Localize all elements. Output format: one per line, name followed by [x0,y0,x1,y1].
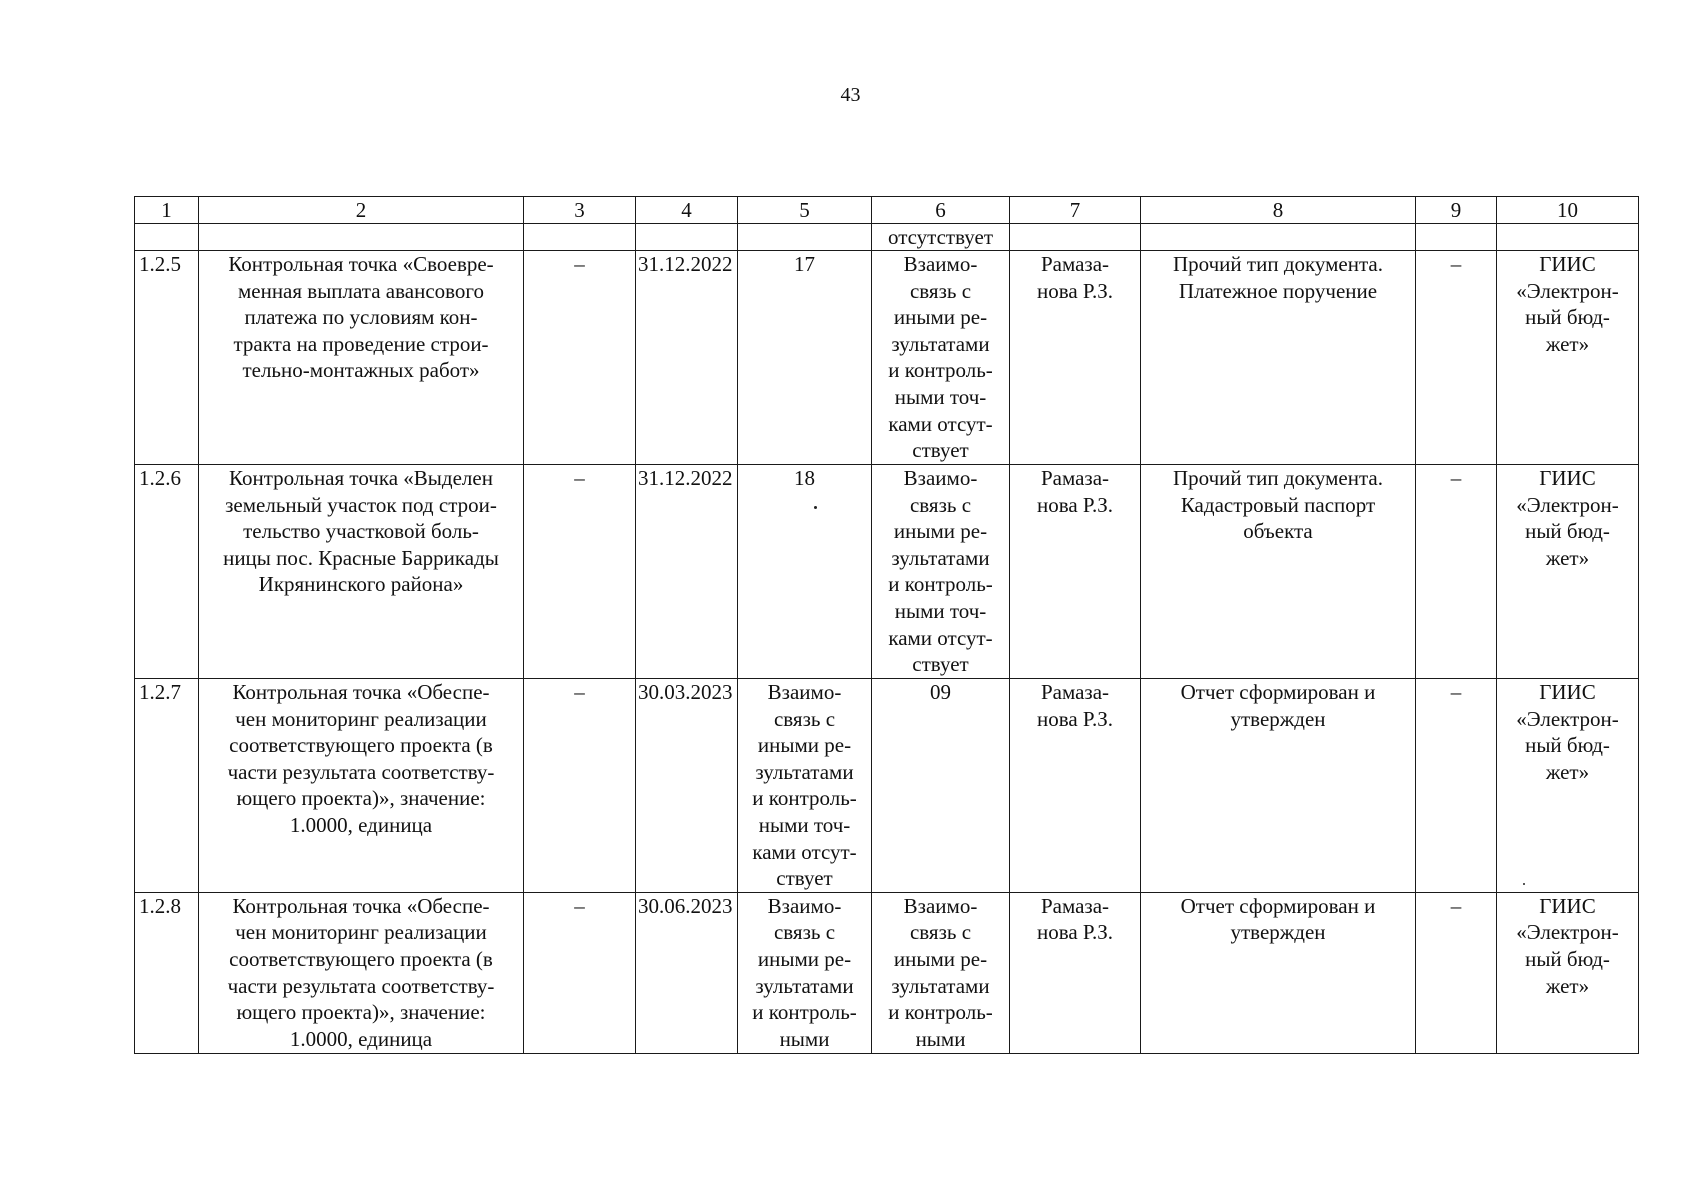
empty-cell [524,224,636,251]
due-date: 30.06.2023 [636,892,738,1053]
document-type: Прочий тип документа. Кадастровый паспорт объекта [1141,465,1416,679]
table-row [135,251,1639,465]
column-6-value: 09 [872,679,1010,893]
column-3-value: – [524,251,636,465]
due-date: 31.12.2022 [636,251,738,465]
empty-cell [636,224,738,251]
table-row [135,679,1639,893]
column-6-value: Взаимо- связь с иными ре- зультатами и контроль- ными [872,892,1010,1053]
empty-cell [1497,224,1639,251]
scan-speck [1523,883,1525,885]
due-date: 31.12.2022 [636,465,738,679]
column-number: 4 [636,197,738,224]
document-type: Отчет сформирован и утвержден [1141,892,1416,1053]
column-number: 8 [1141,197,1416,224]
responsible-person: Рамаза- нова Р.З. [1010,251,1141,465]
table-row [135,465,1639,679]
information-system: ГИИС «Электрон- ный бюд- жет» [1497,465,1639,679]
control-point-name: Контрольная точка «Своевре- менная выплата авансового платежа по условиям кон- тракта на проведение строи- тельно-монтажных работ» [199,251,524,465]
column-3-value: – [524,679,636,893]
responsible-person: Рамаза- нова Р.З. [1010,892,1141,1053]
responsible-person: Рамаза- нова Р.З. [1010,465,1141,679]
item-number: 1.2.8 [135,892,199,1053]
column-5-value: 17 [738,251,872,465]
column-number: 9 [1416,197,1497,224]
column-9-value: – [1416,892,1497,1053]
empty-cell [135,224,199,251]
column-3-value: – [524,465,636,679]
control-point-name: Контрольная точка «Выделен земельный участок под строи- тельство участковой боль- ницы пос. Красные Баррикады Икрянинского района» [199,465,524,679]
continuation-row [135,224,1639,251]
information-system: ГИИС «Электрон- ный бюд- жет» [1497,892,1639,1053]
column-number: 1 [135,197,199,224]
item-number: 1.2.7 [135,679,199,893]
column-9-value: – [1416,251,1497,465]
empty-cell [1010,224,1141,251]
empty-cell [1141,224,1416,251]
column-5-value: Взаимо- связь с иными ре- зультатами и контроль- ными [738,892,872,1053]
item-number: 1.2.6 [135,465,199,679]
continuation-text: отсутствует [872,224,1010,251]
document-type: Прочий тип документа. Платежное поручение [1141,251,1416,465]
item-number: 1.2.5 [135,251,199,465]
column-6-value: Взаимо- связь с иными ре- зультатами и контроль- ными точ- ками отсут- ствует [872,465,1010,679]
control-point-name: Контрольная точка «Обеспе- чен мониторинг реализации соответствующего проекта (в части результата соответству- ющего проекта)», значение: 1.0000, единица [199,679,524,893]
column-number: 7 [1010,197,1141,224]
page-number: 43 [840,84,861,106]
column-9-value: – [1416,679,1497,893]
table-row [135,892,1639,1053]
due-date: 30.03.2023 [636,679,738,893]
column-number: 6 [872,197,1010,224]
column-number: 5 [738,197,872,224]
empty-cell [738,224,872,251]
column-number: 2 [199,197,524,224]
column-5-value: Взаимо- связь с иными ре- зультатами и контроль- ными точ- ками отсут- ствует [738,679,872,893]
column-9-value: – [1416,465,1497,679]
information-system: ГИИС «Электрон- ный бюд- жет» [1497,251,1639,465]
information-system: ГИИС «Электрон- ный бюд- жет» [1497,679,1639,893]
empty-cell [199,224,524,251]
control-point-name: Контрольная точка «Обеспе- чен мониторинг реализации соответствующего проекта (в части результата соответству- ющего проекта)», значение: 1.0000, единица [199,892,524,1053]
column-6-value: Взаимо- связь с иными ре- зультатами и контроль- ными точ- ками отсут- ствует [872,251,1010,465]
column-number: 3 [524,197,636,224]
column-numbers-row [135,197,1639,224]
scan-speck [814,506,817,509]
column-5-value: 18 [738,465,872,679]
column-number: 10 [1497,197,1639,224]
column-3-value: – [524,892,636,1053]
empty-cell [1416,224,1497,251]
control-points-table [134,196,1639,1054]
document-type: Отчет сформирован и утвержден [1141,679,1416,893]
responsible-person: Рамаза- нова Р.З. [1010,679,1141,893]
